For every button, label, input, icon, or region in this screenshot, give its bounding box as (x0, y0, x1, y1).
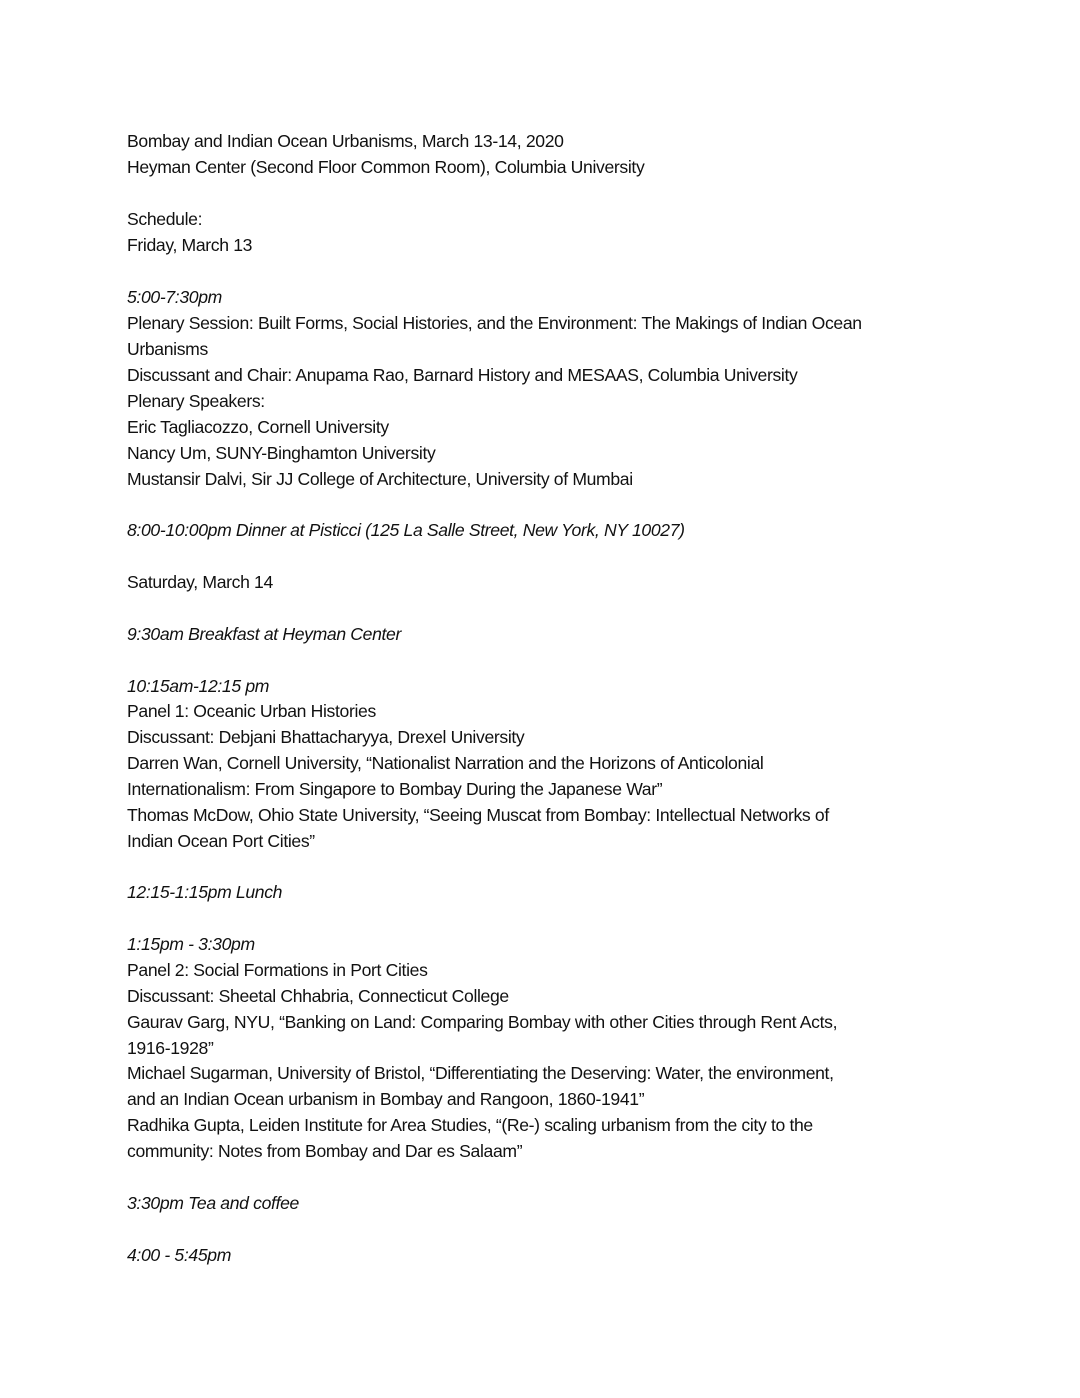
panel1-paper-line: Internationalism: From Singapore to Bombay During the Japanese War” (127, 779, 663, 799)
panel2-paper-line: community: Notes from Bombay and Dar es Salaam” (127, 1141, 523, 1161)
panel1-paper-line: Darren Wan, Cornell University, “Nationalist Narration and the Horizons of Anticolonial (127, 753, 764, 773)
panel1-discussant: Discussant: Debjani Bhattacharyya, Drexel University (127, 727, 525, 747)
plenary-speaker: Nancy Um, SUNY-Binghamton University (127, 443, 436, 463)
saturday-lunch: 12:15-1:15pm Lunch (127, 882, 283, 902)
plenary-title: Plenary Session: Built Forms, Social Histories, and the Environment: The Makings of Indian Ocean (127, 313, 862, 333)
panel2-paper-line: Michael Sugarman, University of Bristol, “Differentiating the Deserving: Water, the environment, (127, 1063, 834, 1083)
event-venue: Heyman Center (Second Floor Common Room), Columbia University (127, 157, 645, 177)
plenary-time: 5:00-7:30pm (127, 287, 222, 307)
panel1-paper-line: Indian Ocean Port Cities” (127, 831, 315, 851)
panel2-paper-line: and an Indian Ocean urbanism in Bombay and Rangoon, 1860-1941” (127, 1089, 645, 1109)
panel2-title: Panel 2: Social Formations in Port Cities (127, 960, 428, 980)
event-title: Bombay and Indian Ocean Urbanisms, March 13-14, 2020 (127, 131, 564, 151)
plenary-chair: Discussant and Chair: Anupama Rao, Barnard History and MESAAS, Columbia University (127, 365, 798, 385)
plenary-title-cont: Urbanisms (127, 339, 208, 359)
schedule-label: Schedule: (127, 209, 203, 229)
plenary-speaker: Eric Tagliacozzo, Cornell University (127, 417, 389, 437)
panel2-paper-line: Radhika Gupta, Leiden Institute for Area Studies, “(Re-) scaling urbanism from the city to the (127, 1115, 813, 1135)
panel2-discussant: Discussant: Sheetal Chhabria, Connecticut College (127, 986, 509, 1006)
saturday-breakfast: 9:30am Breakfast at Heyman Center (127, 624, 401, 644)
friday-heading: Friday, March 13 (127, 235, 253, 255)
friday-dinner: 8:00-10:00pm Dinner at Pisticci (125 La Salle Street, New York, NY 10027) (127, 520, 685, 540)
panel2-paper-line: 1916-1928” (127, 1038, 214, 1058)
panel2-time: 1:15pm - 3:30pm (127, 934, 255, 954)
panel1-time: 10:15am-12:15 pm (127, 676, 270, 696)
saturday-tea: 3:30pm Tea and coffee (127, 1193, 299, 1213)
next-session-time: 4:00 - 5:45pm (127, 1245, 232, 1265)
saturday-heading: Saturday, March 14 (127, 572, 273, 592)
plenary-speakers-label: Plenary Speakers: (127, 391, 265, 411)
panel2-paper-line: Gaurav Garg, NYU, “Banking on Land: Comparing Bombay with other Cities through Rent Acts, (127, 1012, 838, 1032)
plenary-speaker: Mustansir Dalvi, Sir JJ College of Architecture, University of Mumbai (127, 469, 633, 489)
panel1-title: Panel 1: Oceanic Urban Histories (127, 701, 376, 721)
panel1-paper-line: Thomas McDow, Ohio State University, “Seeing Muscat from Bombay: Intellectual Networks of (127, 805, 829, 825)
